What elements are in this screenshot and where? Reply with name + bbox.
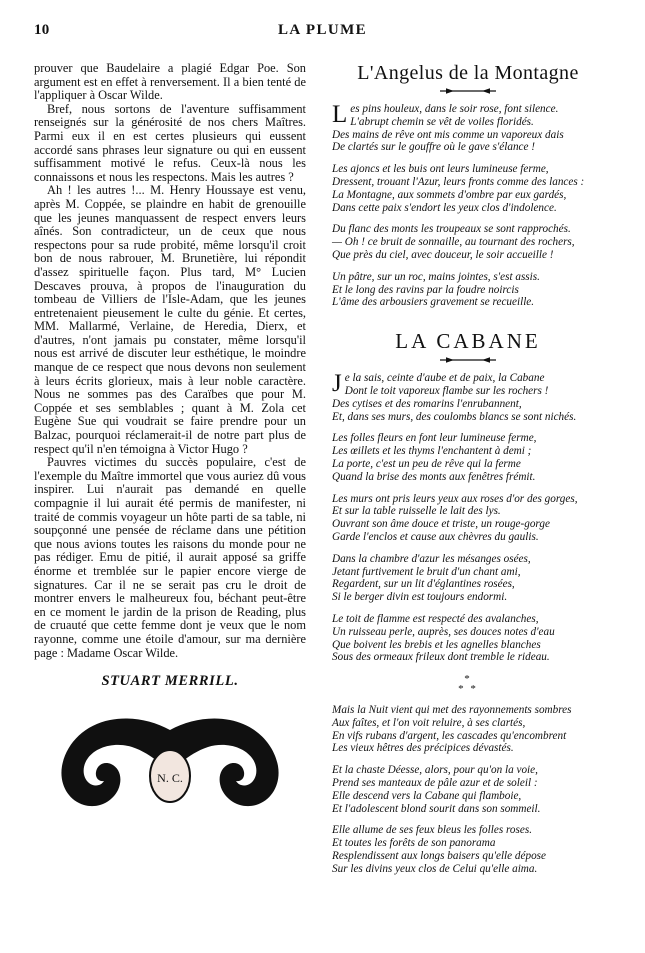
stanza [332, 103, 604, 154]
poem-line: Et toutes les forêts de son panorama [332, 837, 496, 850]
stanza [332, 163, 604, 214]
poem-line: Dont le toit vaporeux flambe sur les rochers ! [344, 384, 549, 397]
stanza [332, 493, 604, 544]
left-column [34, 62, 306, 885]
poem-line: Les folles fleurs en font leur lumineuse ferme, [332, 432, 537, 445]
poem-line: Et sur la table ruisselle le lait des lys. [332, 505, 501, 518]
poem-line: Les ajoncs et les buis ont leurs lumineuse ferme, [332, 163, 549, 176]
columns-container [34, 62, 611, 885]
poem-line: Aux faîtes, et l'on voit reluire, à ses clartés, [332, 716, 526, 729]
poem-line: Des cytises et des romarins l'enrubannent, [332, 397, 522, 410]
poem-line: Resplendissent aux longs baisers qu'elle dépose [332, 850, 546, 863]
poem-line: Un ruisseau perle, auprès, ses douces notes d'eau [332, 625, 555, 638]
poem-line: Que boivent les brebis et les agnelles blanches [332, 638, 541, 651]
poem-line: Que près du ciel, avec douceur, le soir accueille ! [332, 248, 554, 261]
moustache-icon [40, 704, 300, 822]
page-number: 10 [34, 22, 50, 38]
poem-line: es pins houleux, dans le soir rose, font silence. [350, 103, 559, 115]
poem-line: La Montagne, aux sommets d'ombre par eux gardés, [332, 188, 567, 201]
poem-line: L'abrupt chemin se vêt de voiles floridés. [350, 115, 534, 128]
stanza [332, 432, 604, 483]
stanza [332, 271, 604, 309]
stanza [332, 372, 604, 423]
stanza [332, 553, 604, 604]
poem-line: L'âme des arbousiers gravement se recueille. [332, 296, 535, 309]
poem-line: Prend ses manteaux de pâle azur et de soleil : [332, 777, 538, 790]
moustache-ornament [34, 704, 306, 824]
poem-line: Jetant furtivement le bruit d'un chant ami, [332, 565, 521, 578]
paragraph: Pauvres victimes du succès populaire, c'est de l'exemple du Maître immortel que vous auriez dû vous inspirer. Lui n'aurait pas demandé en quelle compagnie il lui aurait été permis de manifester, ni traité de commis voyageur un hôte parti de sa table, ni soupçonné une pensée de réclame dans une pétition que nous avions toutes les raisons du monde pour ne pas rédiger. Emu de pitié, il aurait apposé sa griffe énorme et tremblée sur le papier encore vierge de signatures. Car il ne se serait pas cru le droit de montrer envers le malheureux fou, béchant peut-être en ce moment le jardin de la prison de Reading, plus de cruauté que cette femme dont je veux que le nom rayonne, comme une étoile d'amour, sur ma dernière page : Madame Oscar Wilde. [34, 455, 306, 660]
poem-line: Elle descend vers la Cabane qui flamboie, [332, 789, 522, 802]
paragraph: Ah ! les autres !... M. Henry Houssaye est venu, après M. Coppée, se plaindre en habit de grenouille que les jeunes manquassent de respect envers leurs aînés. Son contradicteur, un de ceux que nous respectons pour sa rude probité, même lorsqu'il croit bon de nous rabrouer, M. Brunetière, lui répondit d'assez spirituelle façon. Plus tard, M° Lucien Descaves prouva, à propos de l'inauguration du tombeau de Villiers de l'Isle-Adam, que les jeunes entretenaient pieusement le culte du génie. Et certes, MM. Mallarmé, Verlaine, de Heredia, Dierx, et d'autres, n'ont jamais pu constater, même lorsqu'il nous est arrivé de discuter leur esthétique, le moindre manque de ce respect que nous devons non seulement à leurs écrits glorieux, mais à leur noble caractère. Nous ne sommes pas des Caraïbes que pour M. Coppée et ses semblables ; quant à M. Zola cet Eugène Sue qui voudrait se faire prendre pour un Balzac, pourquoi réclamerait-il de notre part plus de respect qu'il n'en témoigna à Victor Hugo ? [34, 183, 306, 456]
dropcap: L [332, 101, 348, 128]
poem-line: Si le berger divin est toujours endormi. [332, 591, 508, 604]
rule-ornament-icon [440, 356, 496, 363]
poem-line: Et, dans ses murs, des coulombs blancs se sont nichés. [332, 410, 577, 423]
poem-line: Mais la Nuit vient qui met des rayonnements sombres [332, 704, 572, 717]
title-rule-ornament [332, 356, 604, 364]
stanza [332, 223, 604, 261]
poem-line: Garde l'enclos et cause aux chèvres du gaulis. [332, 530, 539, 543]
poem-line: En vifs rubans d'argent, les cascades qu'encombrent [332, 729, 567, 742]
asterism-top: * [464, 673, 472, 686]
poem-line: La porte, c'est un peu de rêve qui la ferme [332, 457, 521, 470]
stanza [332, 824, 604, 875]
ornament-letters: N. C. [157, 771, 183, 786]
poem-line: Sous des ormeaux frileux dont tremble le rideau. [332, 651, 550, 664]
poem-line: Regardent, sur un lit d'églantines rosées, [332, 578, 515, 591]
poem-line: De clartés sur le gouffre où le gave s'élance ! [332, 141, 535, 154]
dropcap: J [332, 370, 342, 398]
poem-line: Les murs ont pris leurs yeux aux roses d'or des gorges, [332, 492, 578, 505]
poem-line: Et le long des ravins par la foudre noircis [332, 283, 519, 296]
stanza [332, 764, 604, 815]
poem-title-angelus: L'Angelus de la Montagne [357, 62, 579, 84]
poem-line: Elle allume de ses feux bleus les folles roses. [332, 824, 532, 837]
poem-line: Les vieux hêtres des précipices dévastés. [332, 742, 514, 755]
poem-line: Un pâtre, sur un roc, mains jointes, s'est assis. [332, 270, 540, 283]
poem-line: Dans la chambre d'azur les mésanges osées, [332, 552, 531, 565]
poem-line: Et la chaste Déesse, alors, pour qu'on la voie, [332, 764, 538, 777]
poem-line: Du flanc des monts les troupeaux se sont rapprochés. [332, 223, 571, 236]
asterism-bottom: * * [458, 683, 478, 696]
poem-title-cabane: LA CABANE [395, 329, 541, 354]
poem-line: Quand la brise des monts aux fenêtres frémit. [332, 470, 536, 483]
poem-line: e la sais, ceinte d'aube et de paix, la Cabane [344, 372, 545, 385]
author-signature: STUART MERRILL. [101, 673, 239, 690]
stanza [332, 613, 604, 664]
poem-line: Et l'adolescent blond sourit dans son sommeil. [332, 802, 541, 815]
right-column [332, 62, 604, 885]
title-rule-ornament [332, 87, 604, 95]
poem-line: — Oh ! ce bruit de sonnaille, au tournant des rochers, [332, 236, 575, 249]
rule-ornament-icon [440, 87, 496, 94]
paragraph: Bref, nous sortons de l'aventure suffisamment renseignés sur la générosité de nos chers Maîtres. Parmi eux il en est certes plusieurs qui eussent accordé sans phrases leur signature ou qui en eussent suffisamment motivé le refus. Ceux-là nous les connaissons et nous les respectons. Mais les autres ? [34, 101, 306, 184]
journal-title: LA PLUME [277, 22, 368, 38]
poem-line: Dans cette paix s'endort les yeux clos d'indolence. [332, 201, 557, 214]
poem-line: Sur les divins yeux clos de Celui qu'elle aima. [332, 862, 538, 875]
poem-line: Des mains de rêve ont mis comme un vaporeux dais [332, 128, 564, 141]
asterism-divider [332, 674, 604, 694]
poem-line: Le toit de flamme est respecté des avalanches, [332, 612, 539, 625]
paragraph: prouver que Baudelaire a plagié Edgar Poe. Son argument est en effet à renversement. Il a bien tenté de l'appliquer à Oscar Wilde. [34, 61, 306, 103]
poem-line: Ouvrant son âme douce et triste, un rouge-gorge [332, 518, 550, 531]
masthead [34, 22, 611, 48]
poem-line: Dressent, trouant l'Azur, leurs fronts comme des lances : [332, 175, 585, 188]
poem-line: Les œillets et les thyms l'enchantent à demi ; [332, 445, 532, 458]
stanza [332, 704, 604, 755]
